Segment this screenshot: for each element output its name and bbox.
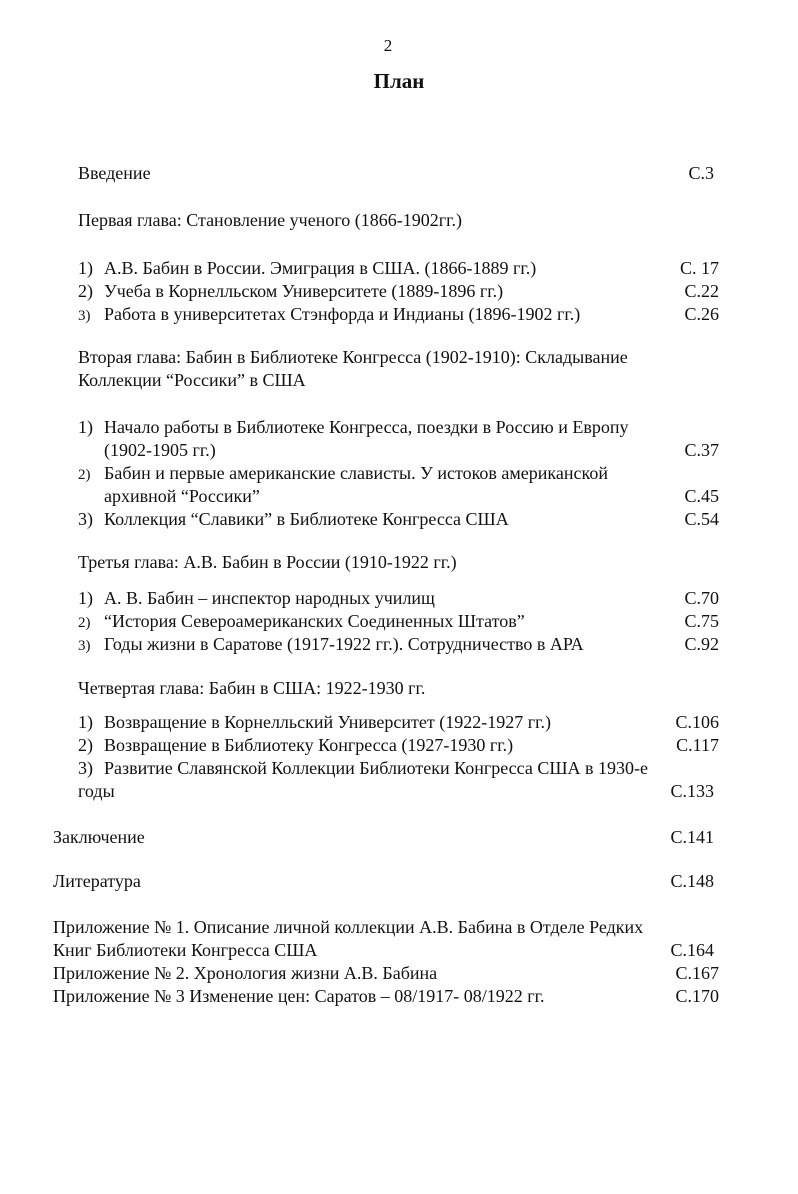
toc-conclusion-page: С.141 [670,827,714,847]
toc-intro-page: С.3 [688,163,714,183]
toc-item [78,257,719,280]
item-text: Возвращение в Корнелльский Университет (1922-1927 гг.) [104,712,551,732]
toc-item [78,416,719,439]
item-text: Учеба в Корнелльском Университете (1889-1896 гг.) [104,281,504,301]
toc-item [78,587,719,610]
appendix-2 [53,962,719,985]
item-page: С.26 [684,304,719,324]
appendix-text: Книг Библиотеки Конгресса США [53,940,318,960]
toc-item [78,757,719,780]
appendix-1-cont [53,939,719,962]
chapter-3-title: Третья глава: А.В. Бабин в России (1910-1922 гг.) [78,552,457,572]
toc-item [78,280,719,303]
toc-item-cont [78,485,719,508]
item-text: (1902-1905 гг.) [104,440,216,460]
toc-item [78,303,719,326]
appendix-text: Приложение № 1. Описание личной коллекции А.В. Бабина в Отделе Редких [53,917,644,937]
toc-intro-label: Введение [78,163,151,183]
item-page: С.45 [684,486,719,506]
item-number: 2) [78,735,93,755]
item-text: Годы жизни в Саратове (1917-1922 гг.). Сотрудничество в АРА [104,634,584,654]
item-number: 3) [78,509,93,529]
item-number: 1) [78,588,93,608]
item-page: С.22 [684,281,719,301]
appendix-page: С.170 [675,986,719,1006]
toc-item [78,610,719,633]
chapter-1-items [78,257,719,326]
item-text: годы [78,781,115,801]
item-page: С.106 [675,712,719,732]
toc-conclusion [53,826,714,849]
chapter-2-title-line: Коллекции “Россики” в США [78,370,306,390]
toc-item [78,633,719,656]
item-page: С. 17 [679,258,719,278]
item-text: Начало работы в Библиотеке Конгресса, поездки в Россию и Европу [104,417,629,437]
toc-item [78,734,719,757]
item-number: 2) [78,615,91,631]
toc-item [78,462,719,485]
item-text: Работа в университетах Стэнфорда и Индианы (1896-1902 гг.) [104,304,581,324]
item-text: Коллекция “Славики” в Библиотеке Конгресса США [104,509,509,529]
item-text: Развитие Славянской Коллекции Библиотеки Конгресса США в 1930-е [104,758,648,778]
appendix-text: Приложение № 3 Изменение цен: Саратов – 08/1917- 08/1922 гг. [53,986,545,1006]
chapter-2-title-line: Вторая глава: Бабин в Библиотеке Конгресса (1902-1910): Складывание [78,347,628,367]
item-number: 3) [78,638,91,654]
item-page: С.75 [684,611,719,631]
item-number: 3) [78,758,93,778]
item-number: 3) [78,308,91,324]
item-page: С.92 [684,634,719,654]
toc-item [78,508,719,531]
toc-appendices [53,916,719,1008]
toc-item-cont [78,439,719,462]
item-number: 1) [78,712,93,732]
chapter-2-title [78,346,628,392]
toc-conclusion-label: Заключение [53,827,145,847]
toc-item [78,711,719,734]
item-page: С.54 [684,509,719,529]
toc-intro [78,162,714,185]
toc-literature [53,870,714,893]
item-number: 2) [78,467,91,483]
chapter-1-title: Первая глава: Становление ученого (1866-1902гг.) [78,210,463,230]
page-title: План [373,69,425,93]
item-text: Возвращение в Библиотеку Конгресса (1927-1930 гг.) [104,735,514,755]
chapter-2-items [78,416,719,531]
toc-item-cont [78,780,719,803]
item-page: С.70 [684,588,719,608]
toc-literature-page: С.148 [670,871,714,891]
item-page: С.133 [670,781,714,801]
item-text: Бабин и первые американские слависты. У истоков американской [104,463,608,483]
item-text: А. В. Бабин – инспектор народных училищ [104,588,435,608]
item-text: А.В. Бабин в России. Эмиграция в США. (1866-1889 гг.) [104,258,537,278]
chapter-3-items [78,587,719,656]
appendix-1 [53,916,719,939]
item-number: 2) [78,281,93,301]
appendix-3 [53,985,719,1008]
item-number: 1) [78,417,93,437]
appendix-text: Приложение № 2. Хронология жизни А.В. Бабина [53,963,438,983]
appendix-page: С.164 [670,940,714,960]
page-number: 2 [383,36,393,55]
item-text: “История Североамериканских Соединенных Штатов” [104,611,525,631]
item-page: С.37 [684,440,719,460]
chapter-4-title: Четвертая глава: Бабин в США: 1922-1930 гг. [78,678,426,698]
item-number: 1) [78,258,93,278]
item-text: архивной “Россики” [104,486,260,506]
item-page: С.117 [676,735,719,755]
appendix-page: С.167 [675,963,719,983]
toc-literature-label: Литература [53,871,141,891]
chapter-4-items [78,711,719,803]
